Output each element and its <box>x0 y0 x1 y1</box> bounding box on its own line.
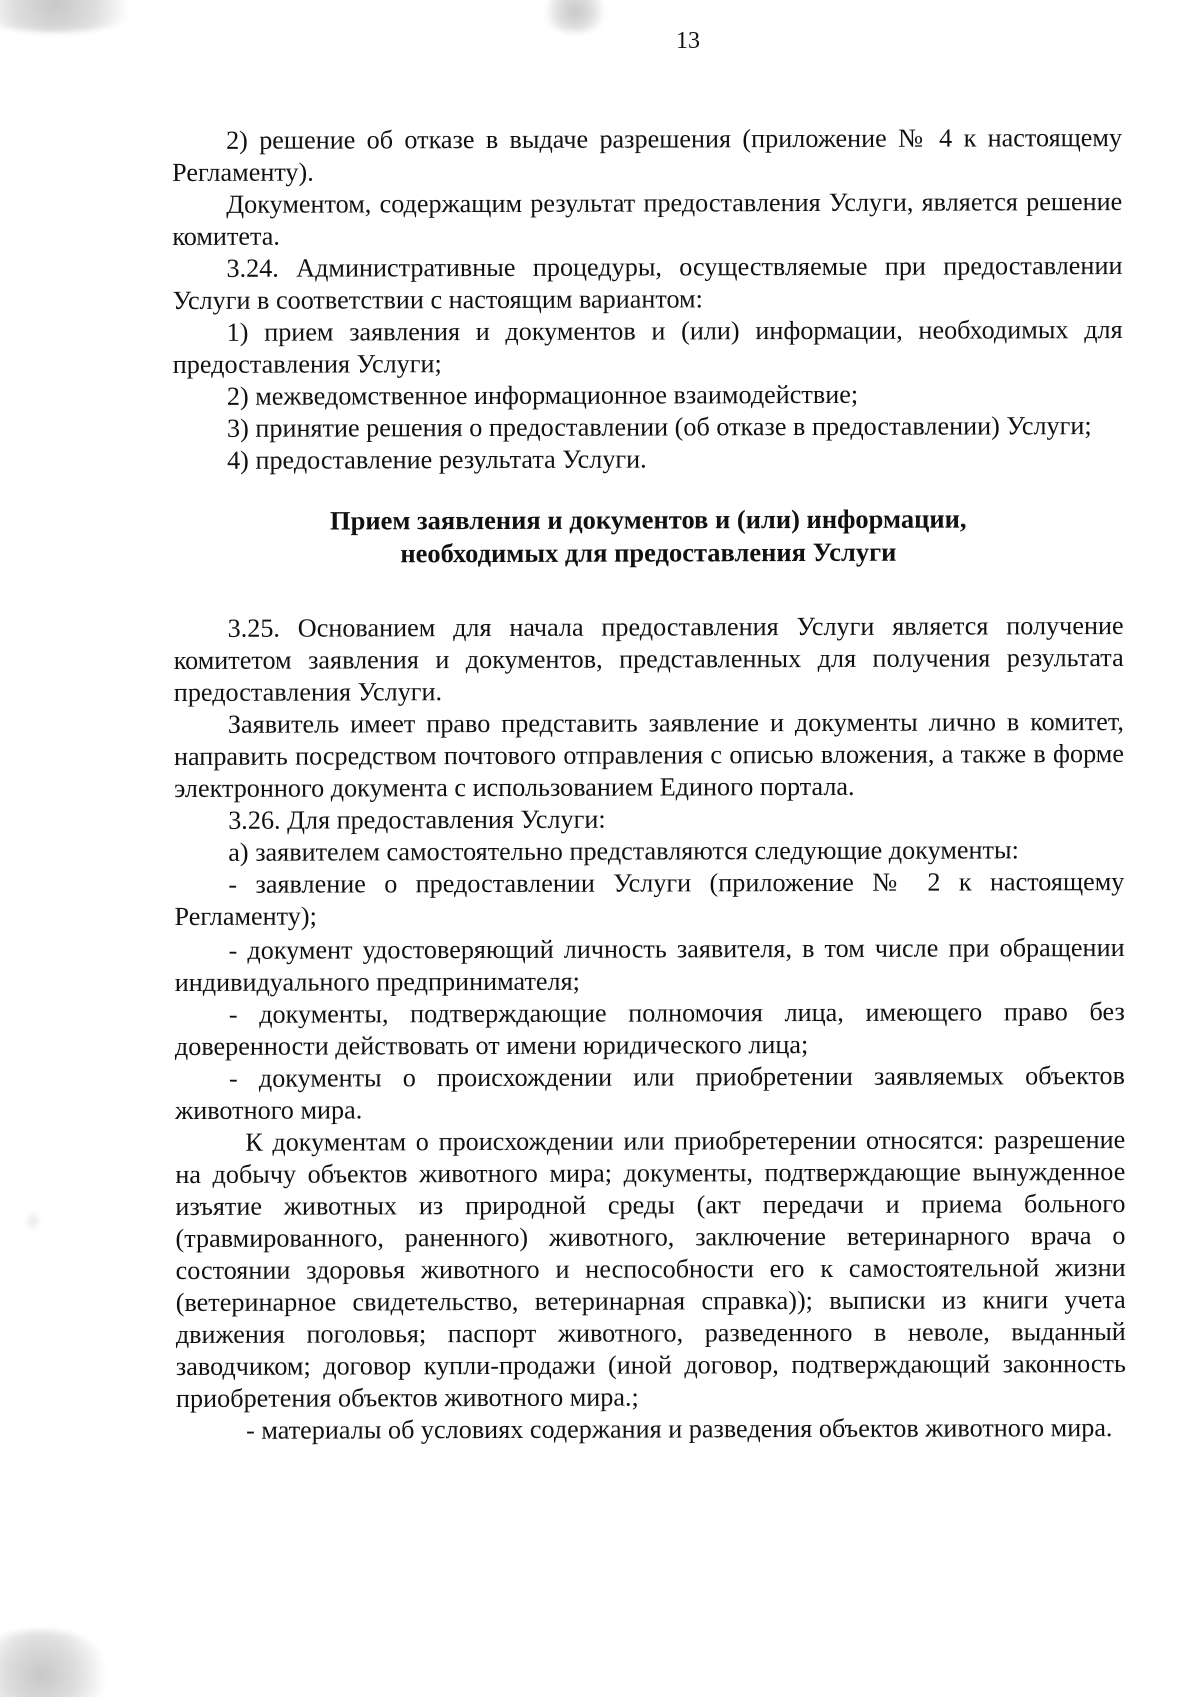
paragraph: 3) принятие решения о предоставлении (об отказе в предоставлении) Услуги; <box>226 411 1092 443</box>
paragraph: - документы, подтверждающие полномочия лица, имеющего право без доверенности действовать от имени юридического лица; <box>174 997 1125 1061</box>
paragraph: 3.24. Административные процедуры, осуществляемые при предоставлении Услуги в соответствии с настоящим вариантом: <box>172 251 1123 315</box>
paragraph: - заявление о предоставлении Услуги (приложение № 2 к настоящему Регламенту); <box>174 867 1125 931</box>
scan-smudge <box>28 1210 38 1232</box>
paragraph: а) заявителем самостоятельно представляются следующие документы: <box>228 835 1019 867</box>
paragraph: 3.25. Основанием для начала предоставления Услуги является получение комитетом заявления и документов, представленных для получения результата предоставления Услуги. <box>173 611 1124 707</box>
scan-smudge <box>0 1630 116 1697</box>
paragraph: 1) прием заявления и документов и (или) информации, необходимых для предоставления Услуги; <box>172 315 1123 379</box>
paragraph: - материалы об условиях содержания и разведения объектов животного мира. <box>246 1413 1113 1445</box>
paragraph: К документам о происхождении или приобретерении относятся: разрешение на добычу объектов животного мира; документы, подтверждающие вынужденное изъятие животных из природной среды (акт передачи и приема больного (травмированного, раненного) животного, заключение ветеринарного врача о состоянии здоровья животного и неспособности его к самостоятельной жизни (ветеринарное свидетельство, ветеринарная справка)); выписки из книги учета движения поголовья; паспорт животного, разведенного в неволе, выданный заводчиком; договор купли-продажи (иной договор, подтверждающий законность приобретения объектов животного мира.; <box>175 1125 1126 1413</box>
paragraph: 2) решение об отказе в выдаче разрешения (приложение № 4 к настоящему Регламенту). <box>172 123 1123 187</box>
paragraph: - документ удостоверяющий личность заявителя, в том числе при обращении индивидуального предпринимателя; <box>174 933 1125 997</box>
document-body <box>172 122 1126 1447</box>
paragraph: Документом, содержащим результат предоставления Услуги, является решение комитета. <box>172 187 1123 251</box>
paragraph: 2) межведомственное информационное взаимодействие; <box>226 379 859 411</box>
section-heading-line: необходимых для предоставления Услуги <box>400 536 897 569</box>
paragraph: - документы о происхождении или приобретении заявляемых объектов животного мира. <box>175 1061 1126 1125</box>
section-heading <box>173 502 1123 571</box>
paragraph: 3.26. Для предоставления Услуги: <box>228 804 606 835</box>
page-number: 13 <box>676 28 700 54</box>
paragraph: 4) предоставление результата Услуги. <box>227 444 647 475</box>
section-heading-line: Прием заявления и документов и (или) информации, <box>329 503 967 536</box>
paragraph: Заявитель имеет право представить заявление и документы лично в комитет, направить посредством почтового отправления с описью вложения, а также в форме электронного документа с использованием Единого портала. <box>173 707 1125 803</box>
